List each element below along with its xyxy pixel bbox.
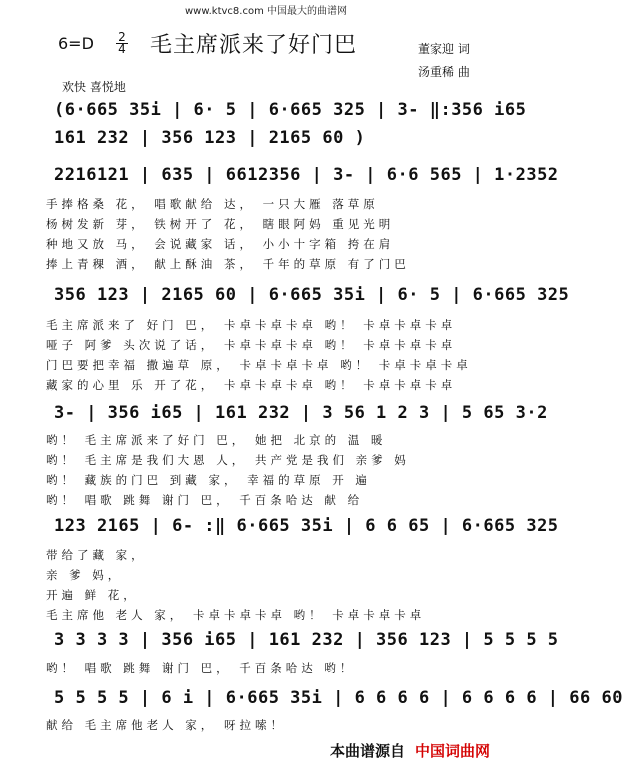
notation-line: 356 123 | 2165 60 | 6·665 35i | 6· 5 | 6·665 325	[54, 285, 570, 305]
lyric-line: 哟！ 藏族的门巴 到藏 家， 幸福的草原 开 遍	[46, 473, 371, 487]
lyric-line: 哟！ 唱歌 跳舞 谢门 巴， 千百条哈达 献 给	[46, 493, 364, 507]
lyric-line: 毛主席他 老人 家， 卡卓卡卓卡卓 哟！ 卡卓卡卓卡卓	[46, 608, 426, 622]
lyric-line: 亲 爹 妈，	[46, 568, 124, 582]
notation-line: 123 2165 | 6- :‖ 6·665 35i | 6 6 65 | 6·665 325	[54, 516, 559, 536]
lyricist-credit: 董家迎 词	[418, 42, 470, 56]
site-watermark: www.ktvc8.com 中国最大的曲谱网	[184, 6, 347, 17]
tempo-marking: 欢快 喜悦地	[62, 80, 126, 94]
lyric-line: 哟！ 毛主席是我们大恩 人， 共产党是我们 亲爹 妈	[46, 453, 410, 467]
time-signature-top: 2	[118, 30, 126, 44]
lyric-line: 开遍 鲜 花，	[46, 588, 139, 602]
lyric-line: 门巴要把幸福 撒遍草 原， 卡卓卡卓卡卓 哟！ 卡卓卡卓卡卓	[46, 358, 472, 372]
notation-line: 3 3 3 3 | 356 i65 | 161 232 | 356 123 | 5 5 5 5	[54, 630, 559, 650]
lyric-line: 杨树发新 芽， 铁树开了 花， 瞎眼阿妈 重见光明	[46, 217, 395, 231]
lyric-line: 带给了藏 家，	[46, 548, 147, 562]
lyric-line: 藏家的心里 乐 开了花， 卡卓卡卓卡卓 哟！ 卡卓卡卓卡卓	[46, 378, 457, 392]
footer-source-label: 本曲谱源自	[330, 742, 406, 760]
notation-line: 161 232 | 356 123 | 2165 60 )	[54, 128, 366, 148]
lyric-line: 手捧格桑 花， 唱歌献给 达， 一只大雁 落草原	[46, 197, 379, 211]
notation-line: 2216121 | 635 | 6612356 | 3- | 6·6 565 | 1·2352	[54, 165, 559, 185]
lyric-line: 哟！ 毛主席派来了好门 巴， 她把 北京的 温 暖	[46, 433, 387, 447]
lyric-line: 捧上青稞 酒， 献上酥油 茶， 千年的草原 有了门巴	[46, 257, 410, 271]
time-signature	[116, 32, 128, 55]
notation-line: 3- | 356 i65 | 161 232 | 3 56 1 2 3 | 5 65 3·2	[54, 403, 548, 423]
lyric-line: 种地又放 马， 会说藏家 话， 小小十字箱 挎在肩	[46, 237, 395, 251]
key-signature: 6=D	[58, 34, 94, 53]
time-signature-bottom: 4	[116, 43, 128, 55]
credits	[418, 38, 470, 84]
song-title: 毛主席派来了好门巴	[150, 33, 358, 58]
lyric-line: 哑子 阿爹 头次说了话， 卡卓卡卓卡卓 哟！ 卡卓卡卓卡卓	[46, 338, 457, 352]
lyric-line: 献给 毛主席他老人 家， 呀拉嗦！	[46, 718, 286, 732]
composer-credit: 汤重稀 曲	[418, 65, 470, 79]
notation-line: 5 5 5 5 | 6 i | 6·665 35i | 6 6 6 6 | 6 6 6 6 | 66 60	[54, 688, 623, 708]
source-footer	[330, 740, 490, 761]
notation-line: (6·665 35i | 6· 5 | 6·665 325 | 3- ‖:356 i65	[54, 100, 527, 120]
footer-site-name[interactable]: 中国词曲网	[415, 742, 491, 760]
lyric-line: 哟！ 唱歌 跳舞 谢门 巴， 千百条哈达 哟！	[46, 661, 356, 675]
lyric-line: 毛主席派来了 好门 巴， 卡卓卡卓卡卓 哟！ 卡卓卡卓卡卓	[46, 318, 457, 332]
